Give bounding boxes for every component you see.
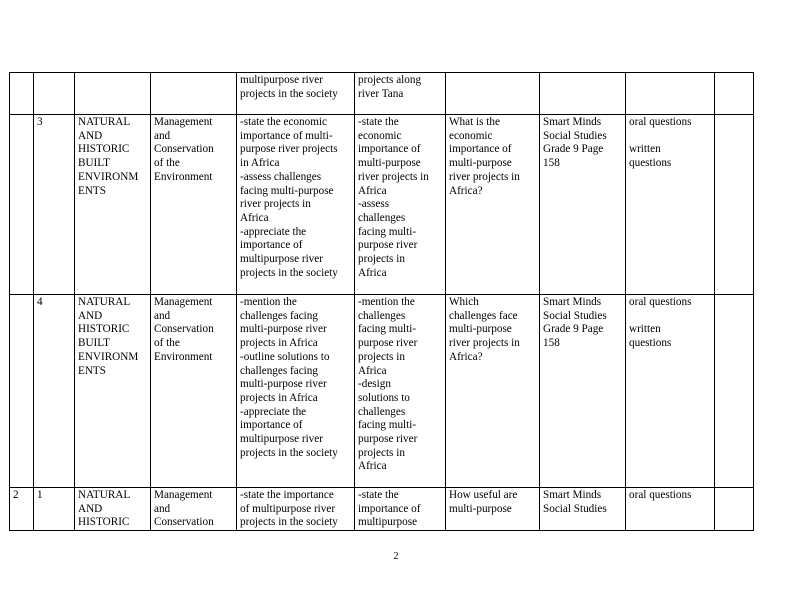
scheme-of-work-table	[9, 72, 754, 531]
week-cell: 2	[10, 488, 34, 531]
strand-cell: NATURAL AND HISTORIC	[75, 488, 151, 531]
table-row	[10, 115, 754, 295]
table-row	[10, 488, 754, 531]
inquiry-question-cell: What is the economic importance of multi-purpose river projects in Africa?	[446, 115, 540, 295]
lesson-cell: 4	[34, 295, 75, 488]
sub-strand-cell: Management and Conservation of the Environment	[151, 295, 237, 488]
learning-resources-cell: Smart Minds Social Studies Grade 9 Page 158	[540, 295, 626, 488]
learning-outcomes-cell: -mention the challenges facing multi-purpose river projects in Africa -outline solutions to challenges facing multi-purpose river projects in Africa -appreciate the importance of multipurpose river projects in the society	[237, 295, 355, 488]
assessment-cell	[626, 73, 715, 115]
strand-cell: NATURAL AND HISTORIC BUILT ENVIRONM ENTS	[75, 115, 151, 295]
assessment-cell: oral questions written questions	[626, 115, 715, 295]
strand-cell: NATURAL AND HISTORIC BUILT ENVIRONM ENTS	[75, 295, 151, 488]
reflection-cell	[715, 115, 754, 295]
sub-strand-cell	[151, 73, 237, 115]
reflection-cell	[715, 295, 754, 488]
lesson-cell: 1	[34, 488, 75, 531]
strand-cell	[75, 73, 151, 115]
learning-resources-cell	[540, 73, 626, 115]
learning-experiences-cell: -state the importance of multipurpose	[355, 488, 446, 531]
inquiry-question-cell	[446, 73, 540, 115]
assessment-cell: oral questions	[626, 488, 715, 531]
learning-resources-cell: Smart Minds Social Studies	[540, 488, 626, 531]
learning-resources-cell: Smart Minds Social Studies Grade 9 Page 158	[540, 115, 626, 295]
table-row	[10, 295, 754, 488]
page-number: 2	[393, 551, 399, 562]
reflection-cell	[715, 488, 754, 531]
learning-experiences-cell: -mention the challenges facing multi- purpose river projects in Africa -design solutions to challenges facing multi- purpose river projects in Africa	[355, 295, 446, 488]
learning-outcomes-cell: -state the economic importance of multi- purpose river projects in Africa -assess challenges facing multi-purpose river projects in Africa -appreciate the importance of multipurpose river projects in the society	[237, 115, 355, 295]
learning-experiences-cell: -state the economic importance of multi-purpose river projects in Africa -assess challenges facing multi- purpose river projects in Africa	[355, 115, 446, 295]
assessment-cell: oral questions written questions	[626, 295, 715, 488]
inquiry-question-cell: Which challenges face multi-purpose river projects in Africa?	[446, 295, 540, 488]
table-row	[10, 73, 754, 115]
learning-experiences-cell: projects along river Tana	[355, 73, 446, 115]
sub-strand-cell: Management and Conservation	[151, 488, 237, 531]
learning-outcomes-cell: -state the importance of multipurpose river projects in the society	[237, 488, 355, 531]
reflection-cell	[715, 73, 754, 115]
lesson-cell: 3	[34, 115, 75, 295]
week-cell	[10, 73, 34, 115]
week-cell	[10, 295, 34, 488]
lesson-cell	[34, 73, 75, 115]
inquiry-question-cell: How useful are multi-purpose	[446, 488, 540, 531]
week-cell	[10, 115, 34, 295]
sub-strand-cell: Management and Conservation of the Environment	[151, 115, 237, 295]
learning-outcomes-cell: multipurpose river projects in the society	[237, 73, 355, 115]
